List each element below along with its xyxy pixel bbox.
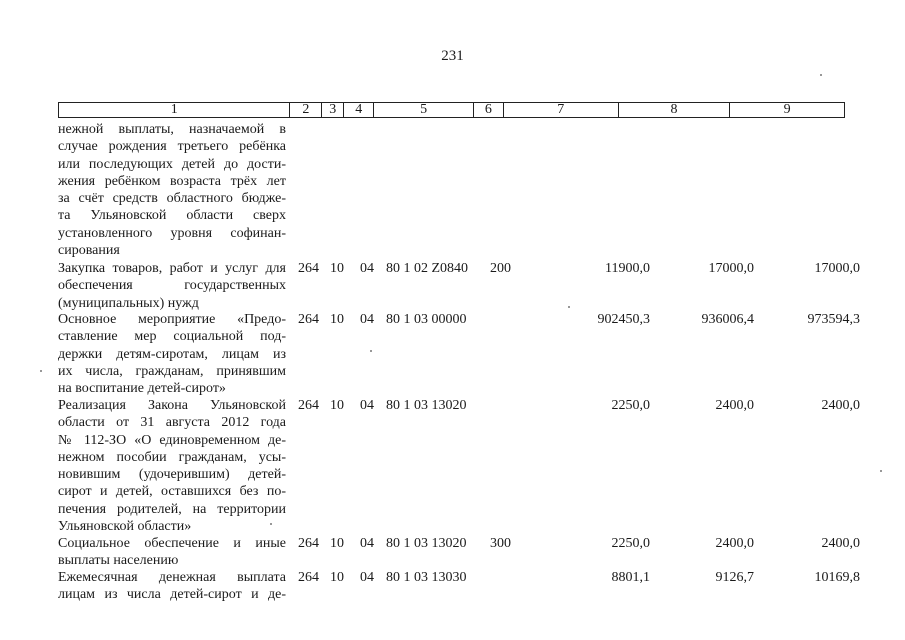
cell-amount-9: 2400,0: [821, 398, 860, 413]
cell-amount-8: 2400,0: [715, 398, 754, 413]
cell-section: 10: [330, 570, 344, 585]
description-line: установленного уровня софинан-: [58, 225, 286, 241]
description-line: № 112-ЗО «О единовременном де-: [58, 432, 286, 448]
cell-amount-8: 9126,7: [715, 570, 754, 585]
description-line: (муниципальных) нужд: [58, 295, 199, 311]
scan-speck: [880, 470, 882, 472]
description-line: сирования: [58, 243, 120, 259]
cell-subsection: 04: [360, 570, 374, 585]
row-description: [58, 535, 286, 570]
description-line: печения родителей, на территории: [58, 501, 286, 517]
description-line: Ежемесячная денежная выплата: [58, 570, 286, 585]
description-line: выплаты населению: [58, 553, 179, 569]
description-line: Реализация Закона Ульяновской: [58, 398, 286, 413]
cell-amount-9: 17000,0: [814, 261, 860, 276]
scan-speck: [40, 370, 42, 372]
header-col-1: 1: [59, 103, 290, 117]
cell-ministry-code: 264: [298, 398, 319, 413]
description-line: Закупка товаров, работ и услуг для: [58, 261, 286, 276]
cell-amount-9: 2400,0: [821, 536, 860, 551]
scan-speck: [370, 350, 372, 352]
row-description: [58, 260, 286, 312]
cell-amount-9: 973594,3: [807, 312, 860, 327]
description-line: на воспитание детей-сирот»: [58, 381, 226, 397]
description-line: нежной выплаты, назначаемой в: [58, 122, 286, 137]
header-col-8: 8: [619, 103, 731, 117]
header-col-3: 3: [322, 103, 344, 117]
cell-amount-7: 8801,1: [611, 570, 650, 585]
cell-amount-7: 902450,3: [597, 312, 650, 327]
cell-section: 10: [330, 536, 344, 551]
description-line: за счёт средств областного бюдже-: [58, 191, 286, 207]
description-line: та Ульяновской области сверх: [58, 208, 286, 224]
cell-amount-7: 2250,0: [611, 398, 650, 413]
scan-speck: [270, 523, 272, 525]
cell-ministry-code: 264: [298, 570, 319, 585]
cell-target-article: 80 1 03 13030: [386, 570, 467, 585]
header-col-5: 5: [374, 103, 474, 117]
cell-amount-7: 11900,0: [605, 261, 650, 276]
cell-amount-8: 2400,0: [715, 536, 754, 551]
cell-expense-type: 200: [490, 261, 511, 276]
description-line: Ульяновской области»: [58, 519, 192, 535]
description-line: области от 31 августа 2012 года: [58, 415, 286, 431]
table-header: [58, 102, 845, 118]
cell-target-article: 80 1 03 13020: [386, 398, 467, 413]
row-description: [58, 569, 286, 604]
cell-amount-8: 936006,4: [701, 312, 754, 327]
description-line: обеспечения государственных: [58, 278, 286, 294]
cell-target-article: 80 1 03 00000: [386, 312, 467, 327]
row-description: [58, 397, 286, 535]
description-line: лицам из числа детей-сирот и де-: [58, 587, 286, 603]
cell-subsection: 04: [360, 261, 374, 276]
cell-section: 10: [330, 261, 344, 276]
header-col-2: 2: [290, 103, 322, 117]
page-number: 231: [441, 48, 464, 64]
cell-ministry-code: 264: [298, 312, 319, 327]
description-line: Социальное обеспечение и иные: [58, 536, 286, 551]
description-line: случае рождения третьего ребёнка: [58, 139, 286, 155]
cell-amount-9: 10169,8: [814, 570, 860, 585]
cell-ministry-code: 264: [298, 261, 319, 276]
row-description: [58, 121, 286, 259]
cell-amount-7: 2250,0: [611, 536, 650, 551]
description-line: Основное мероприятие «Предо-: [58, 312, 286, 327]
header-col-4: 4: [344, 103, 374, 117]
description-line: жения ребёнком возраста трёх лет: [58, 173, 286, 189]
description-line: сирот и детей, оставшихся без по-: [58, 484, 286, 500]
scan-speck: [820, 74, 822, 76]
description-line: или последующих детей до дости-: [58, 156, 286, 172]
description-line: нежном пособии гражданам, усы-: [58, 449, 286, 465]
scan-speck: [568, 306, 570, 308]
cell-amount-8: 17000,0: [708, 261, 754, 276]
cell-target-article: 80 1 03 13020: [386, 536, 467, 551]
cell-section: 10: [330, 312, 344, 327]
description-line: их числа, гражданам, принявшим: [58, 363, 286, 379]
cell-subsection: 04: [360, 536, 374, 551]
cell-expense-type: 300: [490, 536, 511, 551]
description-line: ставление мер социальной под-: [58, 329, 286, 345]
description-line: держки детям-сиротам, лицам из: [58, 346, 286, 362]
description-line: новившим (удочерившим) детей-: [58, 467, 286, 483]
header-col-9: 9: [783, 102, 791, 117]
row-description: [58, 311, 286, 397]
cell-section: 10: [330, 398, 344, 413]
cell-subsection: 04: [360, 398, 374, 413]
cell-subsection: 04: [360, 312, 374, 327]
cell-target-article: 80 1 02 Z0840: [386, 261, 469, 276]
header-col-6: 6: [474, 103, 504, 117]
header-col-7: 7: [504, 103, 619, 117]
cell-ministry-code: 264: [298, 536, 319, 551]
